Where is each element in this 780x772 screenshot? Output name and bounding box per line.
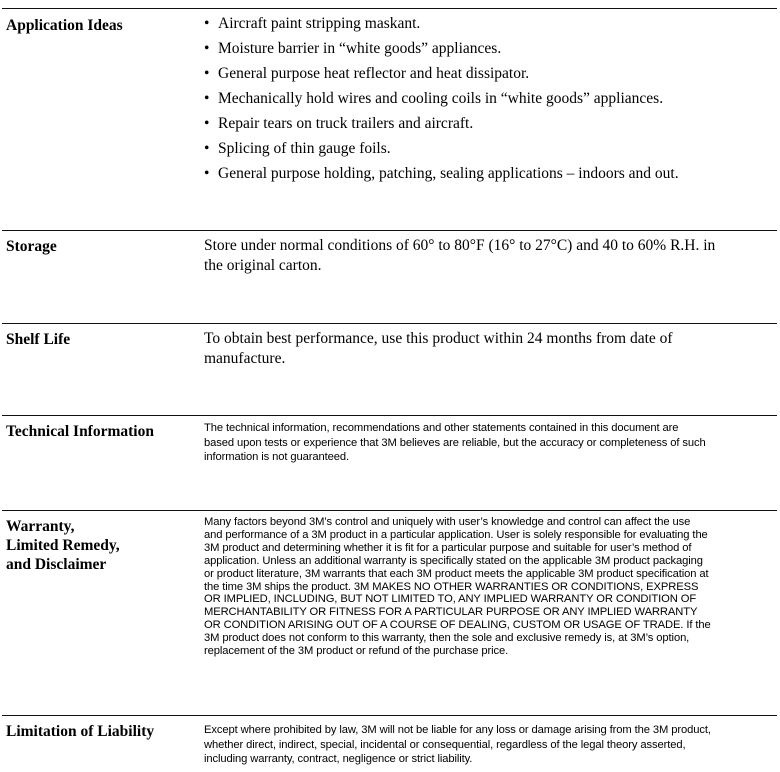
text-line: manufacture. bbox=[204, 350, 286, 367]
section-divider bbox=[2, 715, 777, 716]
section-divider bbox=[2, 230, 777, 231]
section-divider bbox=[2, 415, 777, 416]
bullet-icon: • bbox=[204, 15, 210, 32]
list-item bbox=[204, 36, 679, 61]
section-text bbox=[204, 236, 715, 276]
text-line: including warranty, contract, negligence or strict liability. bbox=[204, 753, 473, 765]
section-heading bbox=[6, 237, 57, 256]
text-line: information is not guaranteed. bbox=[204, 451, 350, 463]
application-list bbox=[204, 11, 679, 186]
section-heading bbox=[6, 330, 70, 349]
section-heading bbox=[6, 16, 123, 35]
section-text bbox=[204, 516, 711, 658]
bullet-icon: • bbox=[204, 65, 210, 82]
section-divider bbox=[2, 323, 777, 324]
list-item-text: Aircraft paint stripping maskant. bbox=[218, 15, 421, 32]
section-heading bbox=[6, 517, 120, 574]
text-line: and performance of a 3M product in a particular application. User is solely responsible for evaluating the bbox=[204, 528, 708, 541]
text-line: based upon tests or experience that 3M believes are reliable, but the accuracy or completeness of such bbox=[204, 436, 706, 449]
text-line: OR IMPLIED, INCLUDING, BUT NOT LIMITED TO, ANY IMPLIED WARRANTY OR CONDITION OF bbox=[204, 593, 697, 606]
bullet-icon: • bbox=[204, 140, 210, 157]
text-line: Many factors beyond 3M’s control and uniquely with user’s knowledge and control can affect the use bbox=[204, 516, 691, 528]
section-heading bbox=[6, 722, 154, 741]
list-item-text: Mechanically hold wires and cooling coils in “white goods” appliances. bbox=[218, 90, 664, 107]
section-divider bbox=[2, 510, 777, 511]
heading-line: and Disclaimer bbox=[6, 556, 107, 573]
section-divider bbox=[2, 8, 777, 9]
heading-line: Storage bbox=[6, 238, 57, 255]
heading-line: Warranty, bbox=[6, 518, 75, 535]
text-line: the original carton. bbox=[204, 257, 322, 274]
heading-line: Shelf Life bbox=[6, 331, 71, 348]
text-line: application. Unless an additional warranty is specifically stated on the applicable 3M product packaging bbox=[204, 554, 703, 567]
list-item-text: Repair tears on truck trailers and aircraft. bbox=[218, 115, 474, 132]
heading-line: Technical Information bbox=[6, 423, 154, 440]
list-item bbox=[204, 11, 679, 36]
bullet-icon: • bbox=[204, 165, 210, 182]
text-line: Except where prohibited by law, 3M will not be liable for any loss or damage arising from the 3M product, bbox=[204, 724, 711, 736]
bullet-icon: • bbox=[204, 40, 210, 57]
list-item-text: General purpose holding, patching, sealing applications – indoors and out. bbox=[218, 165, 679, 182]
bullet-icon: • bbox=[204, 90, 210, 107]
text-line: whether direct, indirect, special, incidental or consequential, regardless of the legal theory asserted, bbox=[204, 738, 686, 751]
text-line: To obtain best performance, use this product within 24 months from date of bbox=[204, 330, 673, 347]
list-item bbox=[204, 161, 679, 186]
list-item bbox=[204, 136, 679, 161]
section-text bbox=[204, 421, 706, 465]
section-text bbox=[204, 723, 711, 767]
heading-line: Limited Remedy, bbox=[6, 537, 120, 554]
section-text bbox=[204, 329, 673, 369]
text-line: 3M product and determining whether it is fit for a particular purpose and suitable for user’s method of bbox=[204, 541, 692, 554]
text-line: 3M product does not conform to this warranty, then the sole and exclusive remedy is, at 3M’s option, bbox=[204, 632, 690, 645]
list-item-text: General purpose heat reflector and heat dissipator. bbox=[218, 65, 530, 82]
list-item bbox=[204, 86, 679, 111]
text-line: the time 3M ships the product. 3M MAKES NO OTHER WARRANTIES OR CONDITIONS, EXPRESS bbox=[204, 580, 699, 593]
heading-line: Application Ideas bbox=[6, 17, 123, 34]
text-line: OR CONDITION ARISING OUT OF A COURSE OF DEALING, CUSTOM OR USAGE OF TRADE. If the bbox=[204, 619, 711, 632]
section-heading bbox=[6, 422, 154, 441]
text-line: replacement of the 3M product or refund of the purchase price. bbox=[204, 645, 509, 658]
list-item-text: Splicing of thin gauge foils. bbox=[218, 140, 391, 157]
bullet-icon: • bbox=[204, 115, 210, 132]
list-item-text: Moisture barrier in “white goods” appliances. bbox=[218, 40, 502, 57]
text-line: or product literature, 3M warrants that each 3M product meets the applicable 3M product specification at bbox=[204, 567, 709, 580]
list-item bbox=[204, 61, 679, 86]
heading-line: Limitation of Liability bbox=[6, 723, 155, 740]
list-item bbox=[204, 111, 679, 136]
text-line: Store under normal conditions of 60° to 80°F (16° to 27°C) and 40 to 60% R.H. in bbox=[204, 237, 716, 254]
text-line: MERCHANTABILITY OR FITNESS FOR A PARTICULAR PURPOSE OR ANY IMPLIED WARRANTY bbox=[204, 606, 698, 619]
text-line: The technical information, recommendations and other statements contained in this document are bbox=[204, 422, 679, 434]
